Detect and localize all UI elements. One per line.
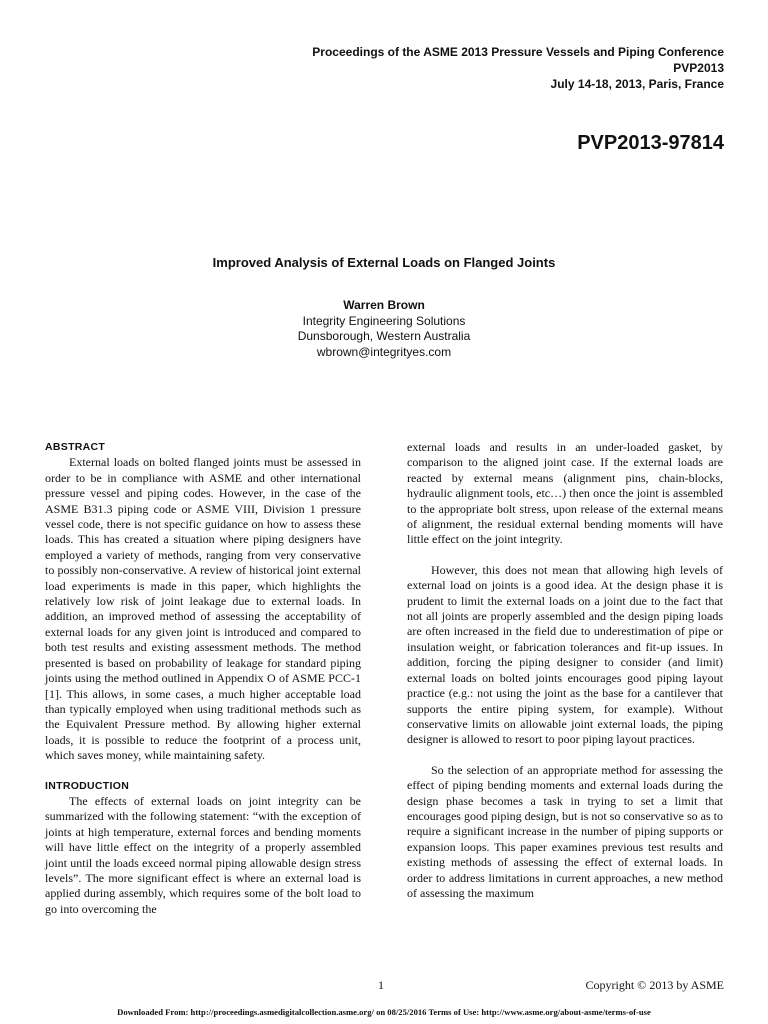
author-name: Warren Brown bbox=[343, 298, 425, 312]
author-block bbox=[0, 298, 768, 360]
conference-date-place: July 14-18, 2013, Paris, France bbox=[550, 77, 724, 91]
page-number: 1 bbox=[378, 978, 384, 992]
download-footer: Downloaded From: http://proceedings.asmedigitalcollection.asme.org/ on 08/25/2016 Terms of Use: http://www.asme.org/about-asme/terms-of-use bbox=[117, 1007, 651, 1017]
left-column bbox=[45, 440, 361, 917]
introduction-heading: INTRODUCTION bbox=[45, 779, 130, 792]
paper-title: Improved Analysis of External Loads on Flanged Joints bbox=[212, 255, 556, 270]
paper-id: PVP2013-97814 bbox=[577, 132, 724, 154]
conference-header bbox=[312, 44, 724, 92]
abstract-heading: ABSTRACT bbox=[45, 441, 106, 453]
abstract-text: External loads on bolted flanged joints must be assessed in order to be in compliance with ASME and other international pressure vessel and piping codes. However, in the case of the ASME B31.3 piping code or ASME VIII, Division 1 pressure vessel code, there is not specific guidance on how to assess these loads. This has created a situation where piping designers have employed a variety of methods, ranging from very conservative to possibly non-conservative. A review of historical joint external load experiments is made in this paper, which highlights the relatively low risk of joint leakage due to external loads. In addition, an improved method of assessing the acceptability of external loads for any given joint is introduced and compared to both test results and existing assessment methods. The method presented is based on probability of leakage for standard piping joints using the method outlined in Appendix O of ASME PCC-1 [1]. This allows, in some cases, a much higher acceptable load than typically employed when using traditional methods such as the Equivalent Pressure method. By allowing higher external loads, it is possible to reduce the footprint of a process unit, which saves money, while maintaining safety. bbox=[45, 455, 361, 763]
right-paragraph-1: external loads and results in an under-loaded gasket, by comparison to the aligned joint case. If the external loads are reacted by external means (alignment pins, chain-blocks, hydraulic alignment tools, etc…) then once the joint is assembled to the appropriate bolt stress, upon release of the external means of alignment, the residual external bending moments will have little effect on the joint integrity. bbox=[407, 440, 723, 547]
conference-name: Proceedings of the ASME 2013 Pressure Vessels and Piping Conference bbox=[312, 45, 724, 59]
author-location: Dunsborough, Western Australia bbox=[297, 329, 471, 343]
right-paragraph-2: However, this does not mean that allowing high levels of external load on joints is a good idea. At the design phase it is prudent to limit the external loads on a joint due to the fact that not all joints are properly assembled and the design piping loads are often increased in the field due to underestimation of pipe or insulation weight, or fabrication tolerances and fit-up issues. In addition, forcing the piping designer to consider (and limit) external loads on bolted joints encourages good piping layout practice (e.g.: not using the joint as the base for a cantilever that supports the entire piping system, for example). Without conservative limits on allowable joint external loads, the piping designer is allowed to resort to poor piping layout practices. bbox=[407, 562, 723, 747]
introduction-text: The effects of external loads on joint integrity can be summarized with the following statement: “with the exception of joints at high temperature, external forces and bending moments will have little effect on the integrity of a properly assembled joint until the loads exceed normal piping allowable design stress levels”. The more significant effect is where an external load is applied during assembly, which requires some of the bolt load to go into overcoming the bbox=[45, 793, 361, 916]
conference-short-name: PVP2013 bbox=[673, 61, 724, 75]
right-column bbox=[407, 440, 723, 901]
copyright-notice: Copyright © 2013 by ASME bbox=[585, 978, 724, 992]
author-email: wbrown@integrityes.com bbox=[316, 344, 452, 359]
right-paragraph-3: So the selection of an appropriate method for assessing the effect of piping bending moments and external loads during the design phase becomes a task in trying to set a limit that encourages good piping design, but is not so conservative so as to require a significant increase in the number of piping supports or expansion loops. This paper examines previous test results and existing methods of assessing the effect of external loads. In order to address limitations in current approaches, a new method of assessing the maximum bbox=[407, 762, 723, 900]
author-affiliation: Integrity Engineering Solutions bbox=[302, 313, 466, 328]
